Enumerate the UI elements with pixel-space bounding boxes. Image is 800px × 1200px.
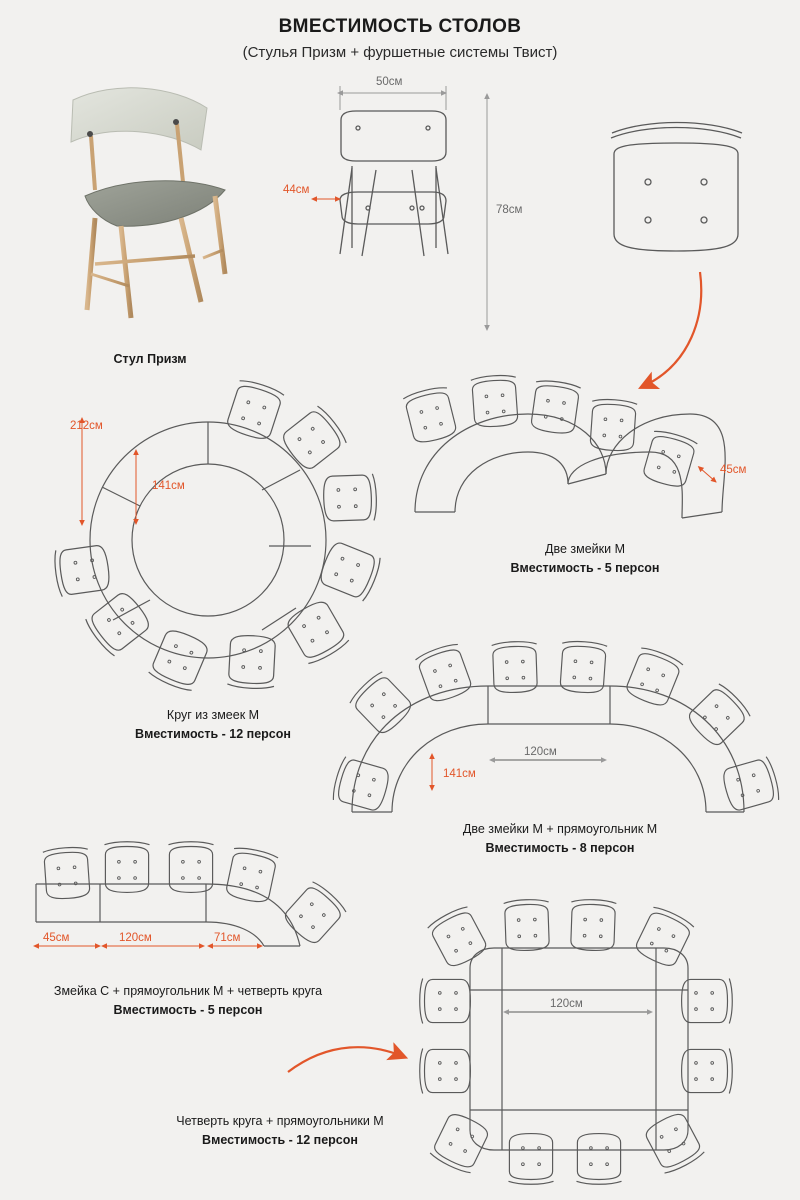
caption-snakeS-rect-quarter-name: Змейка С + прямоугольник М + четверть круга xyxy=(53,984,323,998)
dim-snakeS-left: 45см xyxy=(43,932,70,944)
caption-two-snakes xyxy=(460,540,710,579)
dim-snakes-rect-radius: 141см xyxy=(443,768,476,780)
chair-photo-caption-text: Стул Призм xyxy=(113,352,187,366)
caption-quarter-rects xyxy=(130,1112,430,1151)
caption-two-snakes-capacity: Вместимость - 5 персон xyxy=(510,561,660,576)
caption-circle-snakes-name: Круг из змеек М xyxy=(166,708,260,722)
caption-quarter-rects-name: Четверть круга + прямоугольники М xyxy=(176,1114,384,1128)
caption-quarter-rects-capacity: Вместимость - 12 персон xyxy=(202,1133,358,1148)
dim-two-snakes-depth: 45см xyxy=(720,464,747,476)
dim-snakes-rect-width: 120см xyxy=(524,746,557,758)
caption-snakes-rect xyxy=(400,820,720,859)
page-subtitle: (Стулья Призм + фуршетные системы Твист) xyxy=(242,44,558,61)
caption-circle-snakes xyxy=(88,706,338,745)
page-title: ВМЕСТИМОСТЬ СТОЛОВ xyxy=(278,16,522,37)
dim-square-width: 120см xyxy=(550,998,583,1010)
dim-chair-height: 78см xyxy=(496,204,523,216)
dim-chair-width: 50см xyxy=(376,76,403,88)
caption-two-snakes-name: Две змейки М xyxy=(545,542,625,556)
caption-snakeS-rect-quarter-capacity: Вместимость - 5 персон xyxy=(113,1003,263,1018)
chair-photo xyxy=(55,78,245,328)
dim-circle-inner: 141см xyxy=(152,480,185,492)
caption-snakes-rect-capacity: Вместимость - 8 персон xyxy=(485,841,635,856)
chair-photo-caption xyxy=(45,350,255,369)
dim-snakeS-quarter: 71см xyxy=(214,932,241,944)
caption-snakeS-rect-quarter xyxy=(8,982,368,1021)
caption-circle-snakes-capacity: Вместимость - 12 персон xyxy=(135,727,291,742)
dim-chair-seat-depth: 44см xyxy=(283,184,310,196)
caption-snakes-rect-name: Две змейки М + прямоугольник М xyxy=(462,822,658,836)
dim-snakeS-rect: 120см xyxy=(119,932,152,944)
dim-circle-outer: 212см xyxy=(70,420,103,432)
